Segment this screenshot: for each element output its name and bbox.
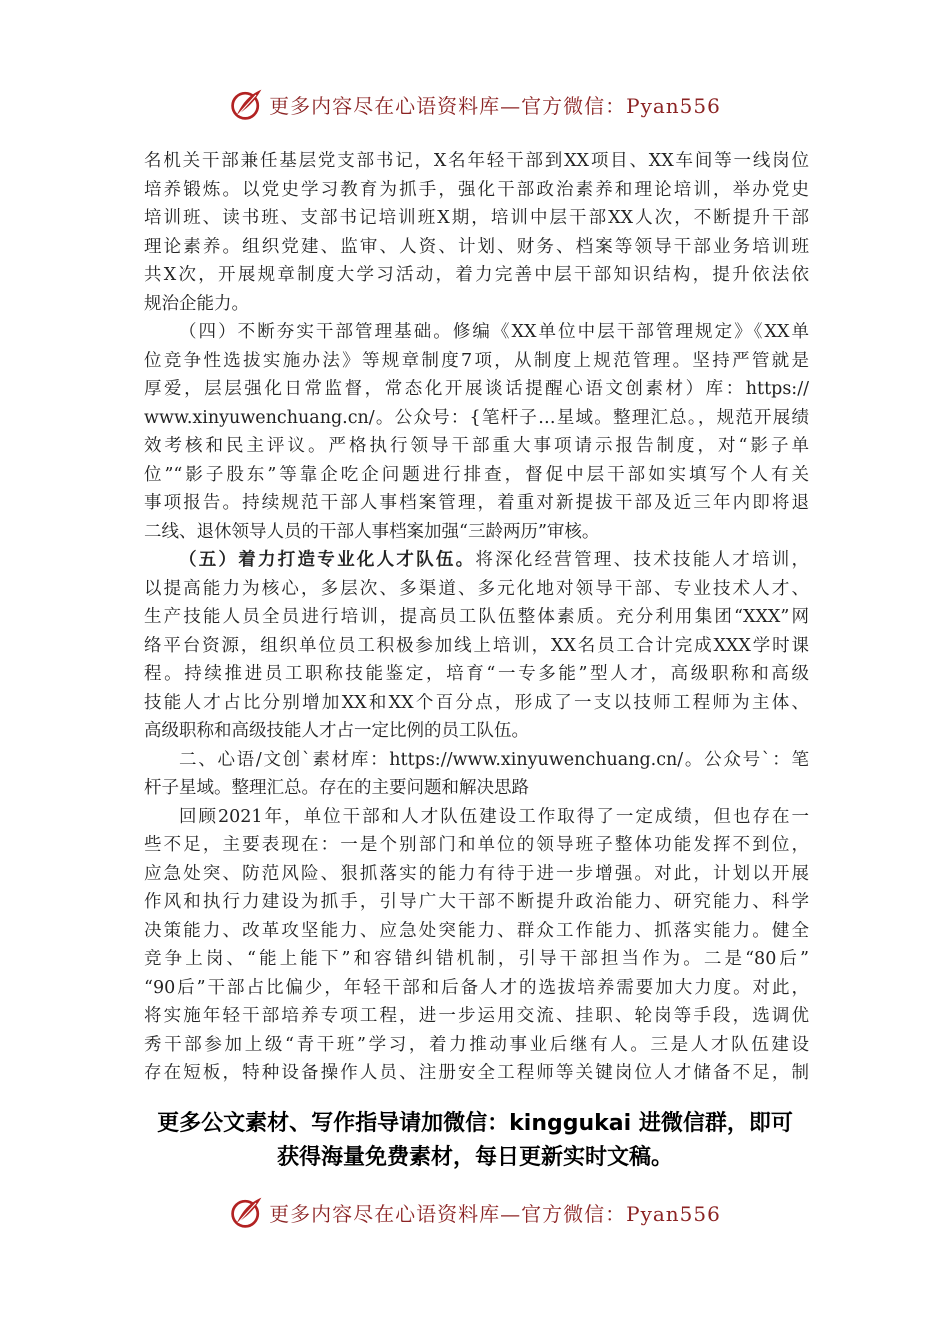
text-line: 秀干部参加上级“青干班”学习，着力推动事业后继有人。三是人才队伍建设 [144, 1034, 809, 1055]
promo-notice [0, 1107, 950, 1175]
text-line: （四）不断夯实干部管理基础。修编《XX单位中层干部管理规定》《XX单 [179, 322, 809, 342]
text-line: 生产技能人员全员进行培训，提高员工队伍整体素质。充分利用集团“XXX”网 [144, 607, 809, 627]
text-line: 名机关干部兼任基层党支部书记，X名年轻干部到XX项目、XX车间等一线岗位 [144, 151, 809, 171]
text-line: 以提高能力为核心，多层次、多渠道、多元化地对领导干部、专业技术人才、 [144, 578, 809, 599]
paragraph [144, 147, 809, 318]
footer-banner-text: 更多内容尽在心语资料库—官方微信：Pyan556 [269, 1201, 721, 1226]
document-body [144, 147, 809, 1088]
paragraph [144, 318, 809, 546]
text-line: （五）着力打造专业化人才队伍。将深化经营管理、技术技能人才培训， [179, 550, 810, 570]
text-line: 程。持续推进员工职称技能鉴定，培育“一专多能”型人才，高级职称和高级 [144, 664, 809, 684]
text-line: 厚爱，层层强化日常监督，常态化开展谈话提醒心语文创素材）库：https:// [144, 379, 809, 399]
text-line: 位”“影子股东”等靠企吃企问题进行排查，督促中层干部如实填写个人有关 [144, 464, 809, 485]
text-line: 技能人才占比分别增加XX和XX个百分点，形成了一支以技师工程师为主体、 [144, 692, 809, 713]
header-banner [0, 84, 950, 124]
paragraph [144, 546, 809, 746]
text-line: 竞争上岗、“能上能下”和容错纠错机制，引导干部担当作为。二是“80后” [144, 949, 809, 969]
text-line: 络平台资源，组织单位员工积极参加线上培训，XX名员工合计完成XXX学时课 [144, 635, 809, 656]
promo-line: 获得海量免费素材，每日更新实时文稿。 [276, 1145, 673, 1170]
paragraph [144, 803, 809, 1088]
text-line: 共X次，开展规章制度大学习活动，着力完善中层干部知识结构，提升依法依 [144, 265, 809, 285]
text-line: 二线、退休领导人员的干部人事档案加强“三龄两历”审核。 [144, 521, 600, 542]
footer-wechat-id: Pyan556 [626, 1201, 721, 1226]
footer-banner [0, 1192, 950, 1232]
text-line: 回顾2021年，单位干部和人才队伍建设工作取得了一定成绩，但也存在一 [179, 806, 809, 827]
text-line: 规治企能力。 [144, 293, 249, 314]
text-line: 存在短板，特种设备操作人员、注册安全工程师等关键岗位人才储备不足，制 [144, 1063, 809, 1083]
text-line: 高级职称和高级技能人才占一定比例的员工队伍。 [144, 721, 529, 741]
header-banner-text: 更多内容尽在心语资料库—官方微信：Pyan556 [269, 93, 721, 118]
paragraph [144, 746, 809, 803]
promo-line: 更多公文素材、写作指导请加微信：kinggukai 进微信群，即可 [157, 1111, 793, 1136]
quill-logo-icon [229, 86, 265, 122]
text-line: 效考核和民主评议。严格执行领导干部重大事项请示报告制度，对“影子单 [144, 436, 809, 456]
text-line: 位竞争性选拔实施办法》等规章制度7项，从制度上规范管理。坚持严管就是 [144, 350, 809, 371]
text-line: 培训班、读书班、支部书记培训班X期，培训中层干部XX人次，不断提升干部 [144, 208, 809, 228]
quill-logo-icon [229, 1194, 265, 1230]
text-line: www.xinyuwenchuang.cn/。公众号：{笔杆子…星域。整理汇总。，规范开展绩 [144, 407, 809, 428]
text-line: 决策能力、改革攻坚能力、应急处突能力、群众工作能力、抓落实能力。健全 [144, 920, 809, 941]
text-line: 理论素养。组织党建、监审、人资、计划、财务、档案等领导干部业务培训班 [144, 236, 809, 257]
text-line: 培养锻炼。以党史学习教育为抓手，强化干部政治素养和理论培训，举办党史 [144, 179, 809, 200]
text-line: 将实施年轻干部培养专项工程，进一步运用交流、挂职、轮岗等手段，选调优 [144, 1006, 809, 1026]
text-line: 作风和执行力建设为抓手，引导广大干部不断提升政治能力、研究能力、科学 [144, 892, 809, 912]
text-line: 杆子星域。整理汇总。存在的主要问题和解决思路 [144, 778, 529, 798]
text-line: 些不足，主要表现在：一是个别部门和单位的领导班子整体功能发挥不到位， [144, 835, 809, 855]
text-line: 事项报告。持续规范干部人事档案管理，着重对新提拔干部及近三年内即将退 [144, 493, 809, 513]
text-line: 应急处突、防范风险、狠抓落实的能力有待于进一步增强。对此，计划以开展 [144, 863, 809, 884]
text-line: “90后”干部占比偏少，年轻干部和后备人才的选拔培养需要加大力度。对此， [144, 977, 809, 998]
text-line: 二、心语/文创`素材库：https://www.xinyuwenchuang.cn/。公众号`：笔 [179, 749, 809, 770]
section-heading: （五）着力打造专业化人才队伍。 [179, 550, 476, 570]
header-wechat-id: Pyan556 [626, 93, 721, 118]
